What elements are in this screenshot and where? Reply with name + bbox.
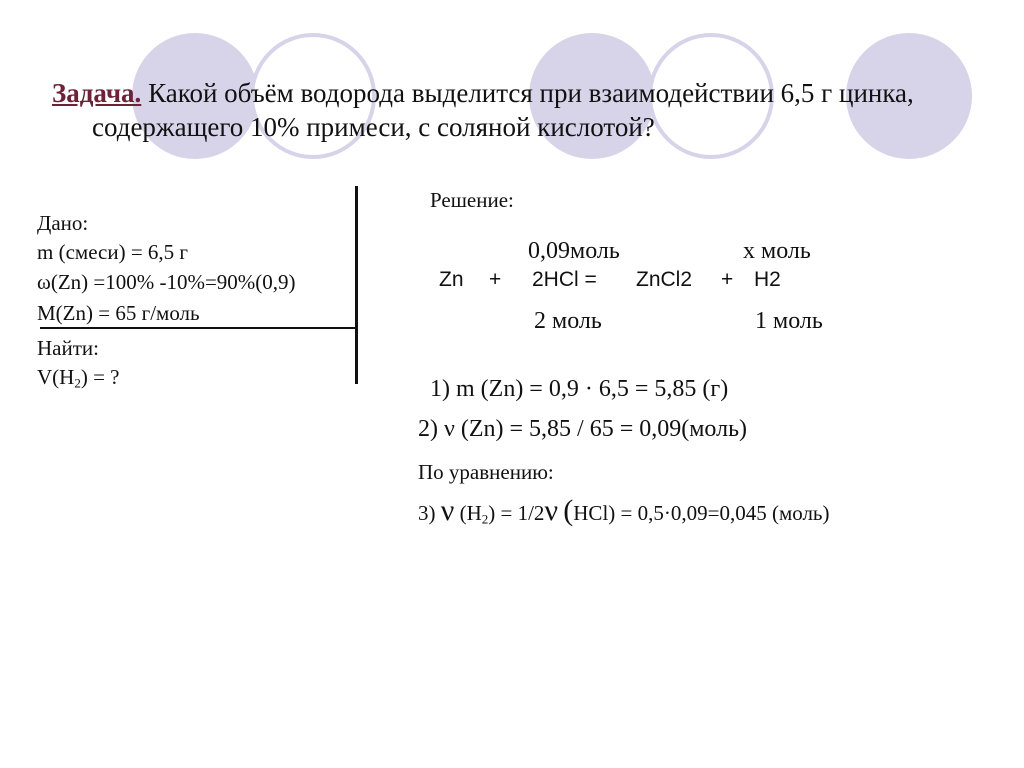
equation-plus-2: + — [721, 268, 734, 291]
equation-plus-1: + — [489, 268, 502, 291]
step3-paren: ( — [563, 494, 574, 527]
above-h2-moles: x моль — [743, 238, 811, 264]
equation-zncl2: ZnCl2 — [636, 268, 693, 291]
solution-header: Решение: — [430, 188, 514, 212]
step3-part-c: HCl) = 0,5·0,09=0,045 (моль) — [573, 501, 830, 525]
find-subscript: 2 — [74, 375, 81, 391]
below-h2-moles: 1 моль — [755, 308, 823, 334]
step3-part-a: (H — [454, 501, 482, 525]
step3-nu-2: ν — [544, 494, 559, 527]
given-horizontal-divider — [40, 327, 357, 329]
step3-subscript: 2 — [481, 511, 489, 527]
given-mass-mixture: m (смеси) = 6,5 г — [37, 240, 189, 264]
step3-number: 3) — [418, 501, 436, 525]
find-prefix: V(H — [37, 365, 75, 389]
solution-step-1: 1) m (Zn) = 0,9 · 6,5 = 5,85 (г) — [430, 376, 729, 402]
problem-title-line2: содержащего 10% примеси, с соляной кислотой? — [92, 112, 655, 142]
given-omega-zn: ω(Zn) =100% -10%=90%(0,9) — [37, 270, 296, 294]
solution-step-2: 2) ν (Zn) = 5,85 / 65 = 0,09(моль) — [418, 416, 748, 442]
above-zn-moles: 0,09моль — [528, 238, 620, 264]
problem-title-line1 — [52, 78, 914, 109]
title-text-line1: Какой объём водорода выделится при взаимодействии 6,5 г цинка, — [141, 78, 914, 108]
find-target — [37, 365, 120, 392]
given-header: Дано: — [37, 211, 89, 235]
below-zn-moles: 2 моль — [534, 308, 602, 334]
equation-hcl: 2HCl = — [532, 268, 597, 291]
step3-part-b: ) = 1/2 — [488, 501, 545, 525]
find-header: Найти: — [37, 336, 99, 360]
task-label: Задача. — [52, 78, 142, 108]
by-equation-label: По уравнению: — [418, 460, 554, 484]
equation-h2: H2 — [754, 268, 781, 291]
equation-zn: Zn — [439, 268, 464, 291]
given-molar-mass: M(Zn) = 65 г/моль — [37, 301, 200, 325]
solution-step-3 — [418, 494, 830, 528]
step3-nu: ν — [440, 494, 455, 527]
given-vertical-divider — [355, 186, 358, 384]
find-suffix: ) = ? — [80, 365, 120, 389]
